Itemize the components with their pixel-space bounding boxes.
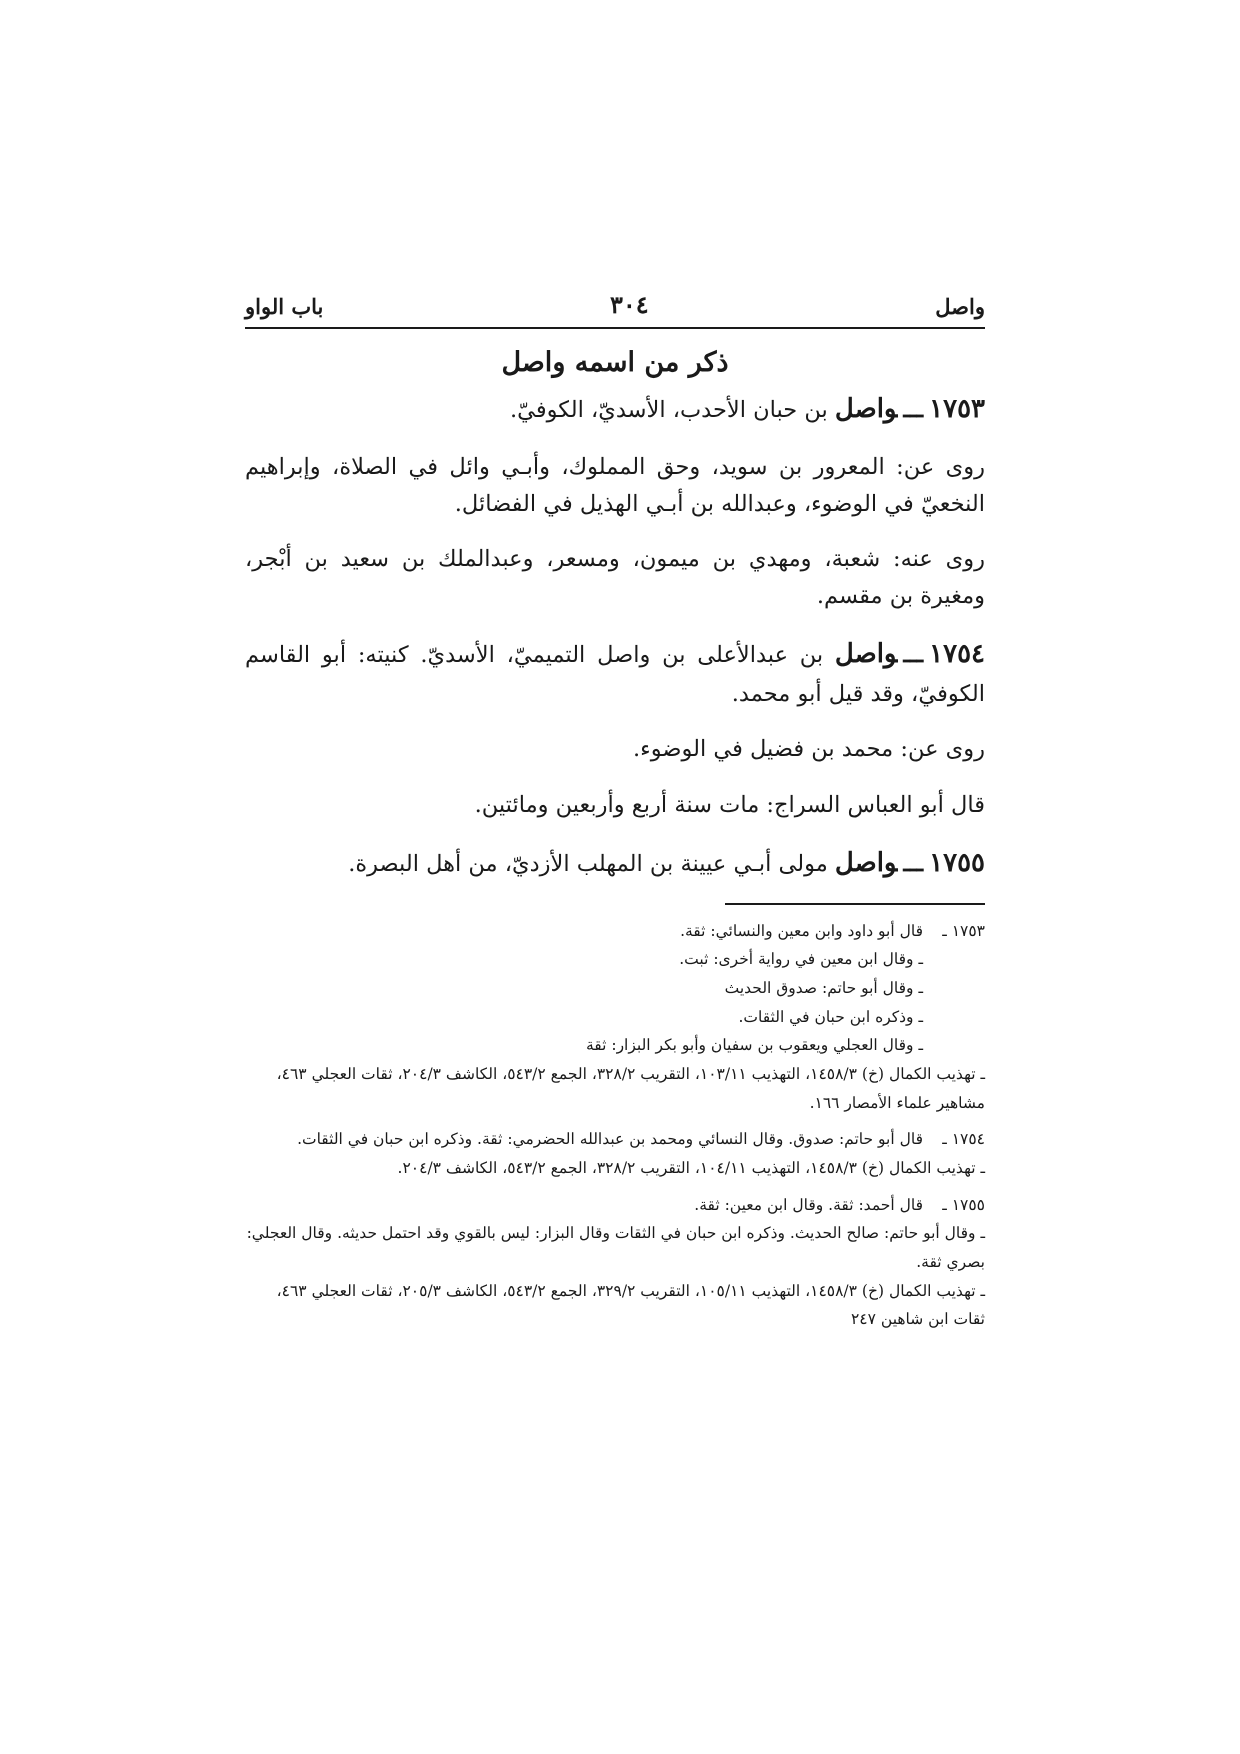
book-page <box>245 290 985 1342</box>
footnote-references: ـ تهذيب الكمال (خ) ١٤٥٨/٣، التهذيب ١٠٤/١١، التقريب ٣٢٨/٢، الجمع ٥٤٣/٢، الكاشف ٢٠٤/٣. <box>245 1154 985 1183</box>
page-number: ٣٠٤ <box>610 290 649 319</box>
entry-name: واصل <box>834 847 898 878</box>
entry-paragraph: قال أبو العباس السراج: مات سنة أربع وأربعين ومائتين. <box>474 791 985 818</box>
entry-heading-text: بن عبدالأعلى بن واصل التميميّ، الأسديّ. كنيته: أبو القاسم الكوفيّ، وقد قيل أبو محمد. <box>245 642 985 708</box>
entry-heading: ١٧٥٤ـــواصل بن عبدالأعلى بن واصل التميميّ، الأسديّ. كنيته: أبو القاسم الكوفيّ، وقد قيل أبو محمد. <box>245 639 985 708</box>
footnote: ١٧٥٤ ـ قال أبو حاتم: صدوق. وقال النسائي ومحمد بن عبدالله الحضرمي: ثقة. وذكره ابن حبان في الثقات. ـ تهذيب الكمال (خ) ١٤٥٨/٣، التهذيب ١٠٤/١١، التقريب ٣٢٨/٢، الجمع ٥٤٣/٢، الكاشف ٢٠٤/٣. <box>245 1125 985 1182</box>
entry-heading: ١٧٥٥ـــواصل مولى أبـي عيينة بن المهلب الأزديّ، من أهل البصرة. <box>348 847 985 878</box>
footnote: ١٧٥٣ ـ قال أبو داود وابن معين والنسائي: ثقة. ـ وقال ابن معين في رواية أخرى: ثبت. ـ وقال أبو حاتم: صدوق الحديث ـ وذكره ابن حبان في الثقات. ـ وقال العجلي ويعقوب بن سفيان وأبو بكر البزار: ثقة ـ تهذيب الكمال (خ) ١٤٥٨/٣، التهذيب ١٠٣/١١، التقريب ٣٢٨/٢، الجمع ٥٤٣/٢، الكاشف ٢٠٤/٣، ثقات العجلي ٤٦٣، مشاهير علماء الأمصار ١٦٦. <box>245 917 985 1118</box>
entry-paragraph: روى عن: المعرور بن سويد، وحق المملوك، وأبـي وائل في الصلاة، وإبراهيم النخعيّ في الوضوء، وعبدالله بن أبـي الهذيل في الفضائل. <box>245 453 985 518</box>
running-header <box>245 290 985 329</box>
header-entry-name: واصل <box>935 294 985 319</box>
section-title: ذكر من اسمه واصل <box>501 347 729 378</box>
footnote-divider <box>725 903 985 905</box>
header-chapter-name: باب الواو <box>245 294 324 319</box>
footnote-number: ١٧٥٣ <box>951 921 985 940</box>
entry-name: واصل <box>834 394 898 424</box>
footnote-references: ـ تهذيب الكمال (خ) ١٤٥٨/٣، التهذيب ١٠٥/١١، التقريب ٣٢٩/٢، الجمع ٥٤٣/٢، الكاشف ٢٠٥/٣، ثقات العجلي ٤٦٣، ثقات ابن شاهين ٢٤٧ <box>245 1277 985 1334</box>
footnote-line: ـ وذكره ابن حبان في الثقات. <box>245 1003 985 1032</box>
footnotes <box>245 917 985 1334</box>
footnote-line: ـ وقال العجلي ويعقوب بن سفيان وأبو بكر البزار: ثقة <box>245 1031 985 1060</box>
footnote-line: ـ وقال أبو حاتم: صدوق الحديث <box>245 974 985 1003</box>
footnote: ١٧٥٥ ـ قال أحمد: ثقة. وقال ابن معين: ثقة. ـ وقال أبو حاتم: صالح الحديث. وذكره ابن حبان في الثقات وقال البزار: ليس بالقوي وقد احتمل حديثه. وقال العجلي: بصري ثقة. ـ تهذيب الكمال (خ) ١٤٥٨/٣، التهذيب ١٠٥/١١، التقريب ٣٢٩/٢، الجمع ٥٤٣/٢، الكاشف ٢٠٥/٣، ثقات العجلي ٤٦٣، ثقات ابن شاهين ٢٤٧ <box>245 1191 985 1334</box>
entry-heading-text: مولى أبـي عيينة بن المهلب الأزديّ، من أهل البصرة. <box>348 850 828 877</box>
entry-heading: ١٧٥٣ـــواصل بن حبان الأحدب، الأسديّ، الكوفيّ. <box>510 394 985 424</box>
main-text <box>245 388 985 885</box>
footnote-number: ١٧٥٥ <box>951 1195 985 1214</box>
footnote-references: ـ تهذيب الكمال (خ) ١٤٥٨/٣، التهذيب ١٠٣/١١، التقريب ٣٢٨/٢، الجمع ٥٤٣/٢، الكاشف ٢٠٤/٣، ثقات العجلي ٤٦٣، مشاهير علماء الأمصار ١٦٦. <box>245 1060 985 1117</box>
entry-heading-text: بن حبان الأحدب، الأسديّ، الكوفيّ. <box>510 397 828 423</box>
entry-number: ١٧٥٥ <box>929 847 985 878</box>
entry-name: واصل <box>834 639 898 670</box>
footnote-line: قال أبو حاتم: صدوق. وقال النسائي ومحمد بن عبدالله الحضرمي: ثقة. وذكره ابن حبان في الثقات. <box>297 1130 923 1149</box>
entry-paragraph: روى عن: محمد بن فضيل في الوضوء. <box>633 736 985 763</box>
entry-number: ١٧٥٣ <box>929 394 985 424</box>
entry-paragraph: روى عنه: شعبة، ومهدي بن ميمون، ومسعر، وعبدالملك بن سعيد بن أبْجر، ومغيرة بن مقسم. <box>245 546 985 610</box>
footnote-number: ١٧٥٤ <box>951 1130 985 1149</box>
entry-number: ١٧٥٤ <box>929 639 985 670</box>
footnote-line: قال أحمد: ثقة. وقال ابن معين: ثقة. <box>694 1195 923 1214</box>
footnote-line: ـ وقال ابن معين في رواية أخرى: ثبت. <box>245 945 985 974</box>
footnote-line: ـ وقال أبو حاتم: صالح الحديث. وذكره ابن حبان في الثقات وقال البزار: ليس بالقوي وقد احتمل حديثه. وقال العجلي: بصري ثقة. <box>245 1219 985 1276</box>
footnote-line: قال أبو داود وابن معين والنسائي: ثقة. <box>680 921 923 940</box>
